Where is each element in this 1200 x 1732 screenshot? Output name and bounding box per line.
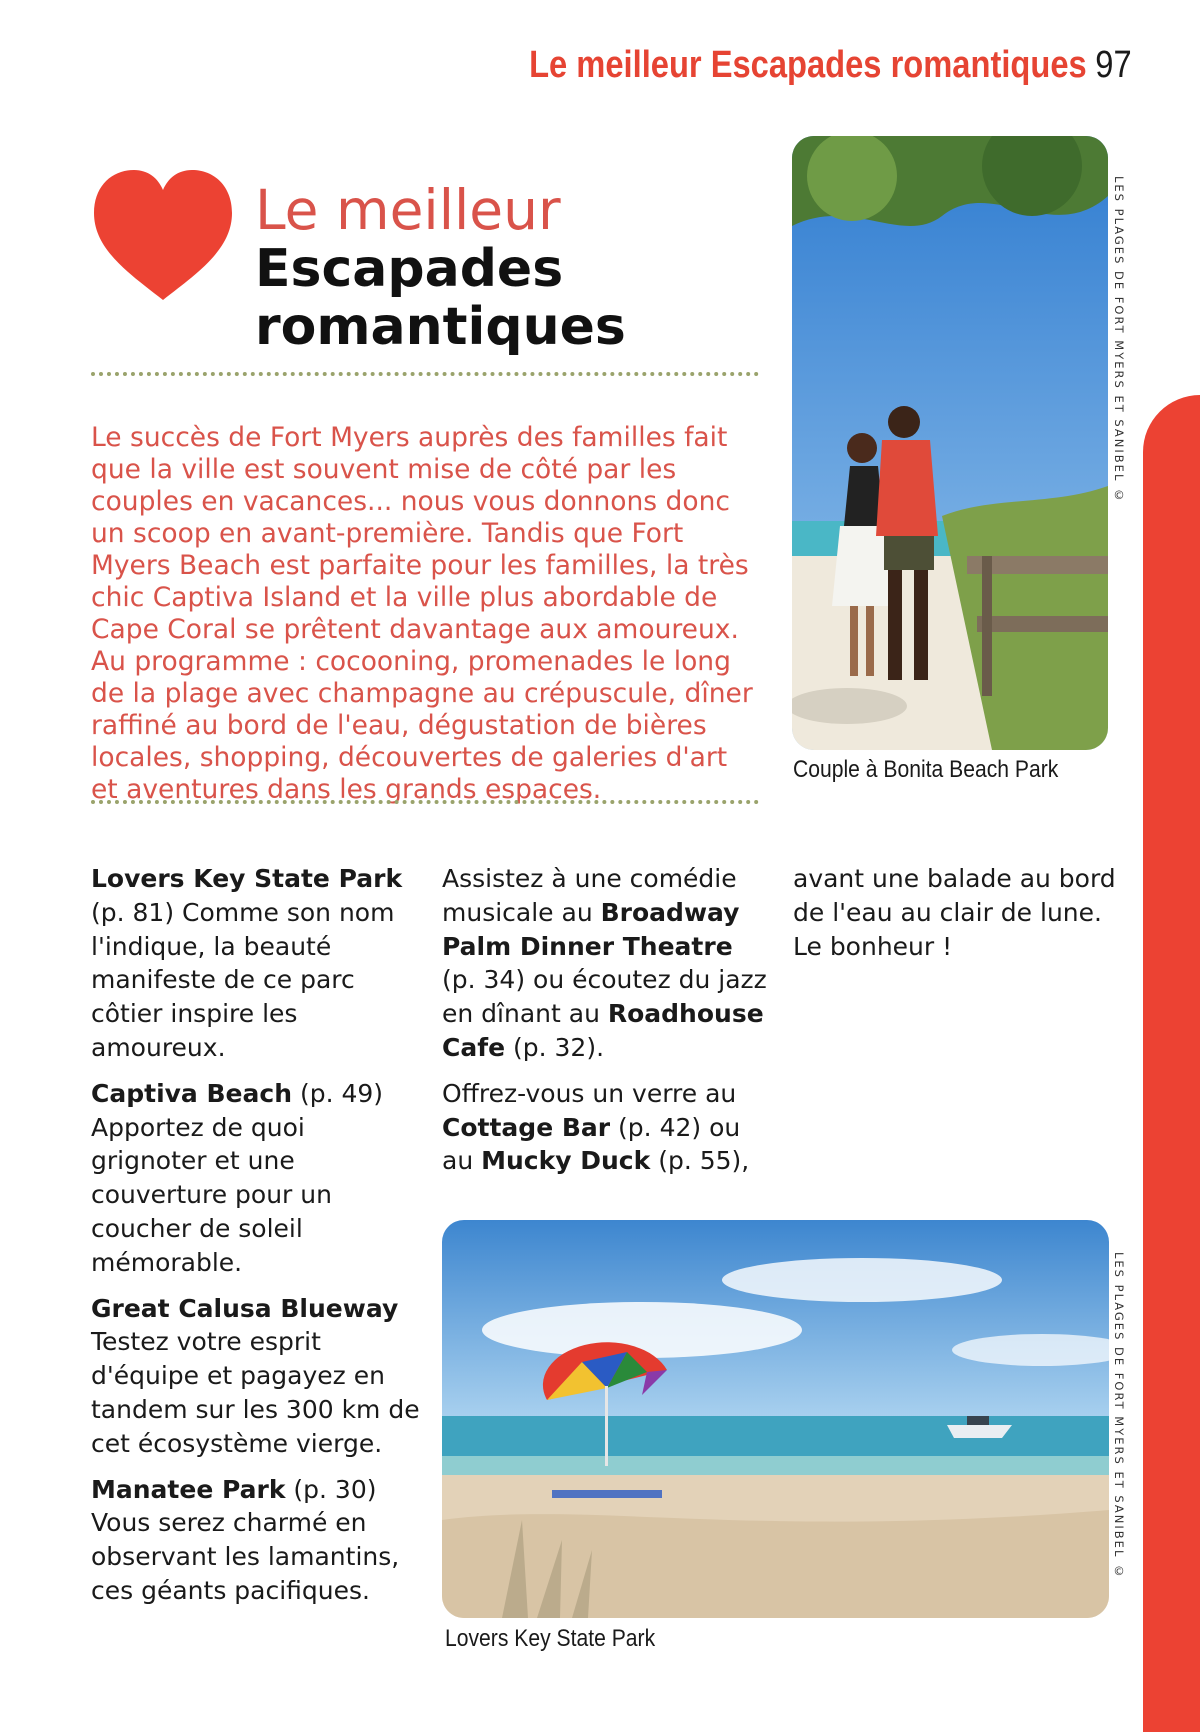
running-head	[529, 40, 1132, 90]
photo1-caption: Couple à Bonita Beach Park	[793, 756, 1059, 783]
beach-photo	[442, 1220, 1109, 1618]
dotted-rule-bottom	[91, 800, 759, 804]
page-title	[255, 180, 626, 356]
entry-cottage-continued: avant une balade au bord de l'eau au clair de lune. Le bonheur !	[793, 864, 1116, 961]
photo1-credit: LES PLAGES DE FORT MYERS ET SANIBEL ©	[1112, 176, 1126, 505]
dotted-rule-top	[91, 372, 759, 376]
couple-photo	[792, 136, 1108, 750]
entry-calusa: Great Calusa Blueway Testez votre esprit d'équipe et pagayez en tandem sur les 300 km de cet écosystème vierge.	[91, 1293, 420, 1458]
column-1	[91, 862, 421, 1620]
title-line-1: Le meilleur	[255, 178, 561, 242]
page-number: 97	[1095, 44, 1132, 86]
entry-name: Captiva Beach	[91, 1078, 293, 1108]
intro-paragraph: Le succès de Fort Myers auprès des familles fait que la ville est souvent mise de côté par les couples en vacances... nous vous donnons donc un scoop en avant-première. Tandis que Fort Myers Beach est parfaite pour les familles, la très chic Captiva Island et la ville plus abordable de Cape Coral se prêtent davantage aux amoureux. Au programme : cocooning, promenades le long de la plage avec champagne au crépuscule, dîner raffiné au bord de l'eau, dégustation de bières locales, shopping, découvertes de galeries d'art et aventures dans les grands espaces.	[91, 421, 753, 805]
photo2-credit: LES PLAGES DE FORT MYERS ET SANIBEL ©	[1112, 1252, 1126, 1581]
running-head-title: Le meilleur Escapades romantiques	[529, 44, 1088, 86]
entry-broadway: Assistez à une comédie musicale au Broadway Palm Dinner Theatre (p. 34) ou écoutez du jazz en dînant au Roadhouse Cafe (p. 32).	[442, 864, 767, 1062]
photo2-caption: Lovers Key State Park	[445, 1625, 656, 1652]
entry-name: Manatee Park	[91, 1474, 286, 1504]
entry-manatee: Manatee Park (p. 30) Vous serez charmé en observant les lamantins, ces géants pacifiques.	[91, 1474, 400, 1605]
entry-name: Lovers Key State Park	[91, 864, 403, 893]
entry-captiva: Captiva Beach (p. 49) Apportez de quoi grignoter et une couverture pour un coucher de soleil mémorable.	[91, 1078, 384, 1277]
column-3	[793, 862, 1123, 975]
title-line-2: Escapades	[255, 239, 564, 299]
entry-cottage: Offrez-vous un verre au Cottage Bar (p. 42) ou au Mucky Duck (p. 55),	[442, 1078, 750, 1176]
column-2	[442, 862, 772, 1190]
heart-icon	[90, 168, 236, 306]
entry-name: Great Calusa Blueway	[91, 1293, 399, 1323]
section-tab	[1143, 395, 1200, 1732]
title-line-3: romantiques	[255, 297, 626, 357]
entry-lovers-key: Lovers Key State Park (p. 81) Comme son nom l'indique, la beauté manifeste de ce parc côtier inspire les amoureux.	[91, 864, 403, 1062]
